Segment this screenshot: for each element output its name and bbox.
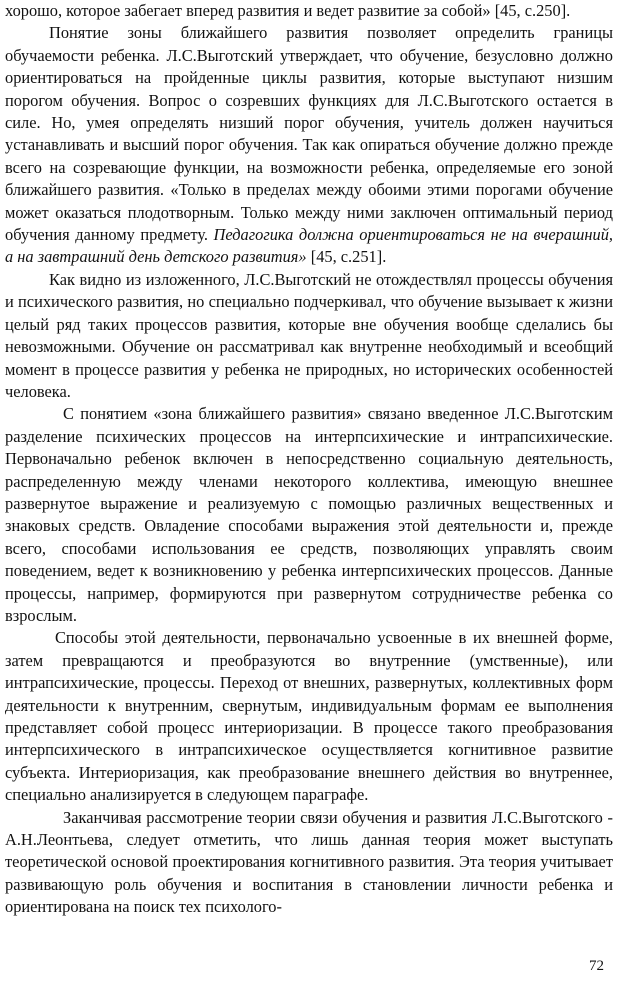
body-text <box>5 0 613 919</box>
paragraph-2-italic-quote: Педагогика должна ориентироваться не на вчерашний, а на завтрашний день детского развития» <box>5 225 613 267</box>
paragraph-5: Способы этой деятельности, первоначально усвоенные в их внешней форме, затем превращаются и преобразуются во внутренние (умственные), или интрапсихические, процессы. Переход от внешних, развернутых, коллективных форм деятельности к внутренним, свернутым, индивидуальным формам ее выполнения представляет собой процесс интериоризации. В процессе такого преобразования интерпсихического в интрапсихическое осуществляется когнитивное развитие субъекта. Интериоризация, как преобразование внешнего действия во внутреннее, специально анализируется в следующем параграфе. <box>5 628 613 805</box>
page-number: 72 <box>589 958 604 974</box>
paragraph-6: Заканчивая рассмотрение теории связи обучения и развития Л.С.Выготского - А.Н.Леонтьева, следует отметить, что лишь данная теория может выступать теоретической основой проектирования когнитивного развития. Эта теория учитывает развивающую роль обучения и воспитания в становлении личности ребенка и ориентирована на поиск тех психолого- <box>5 807 613 917</box>
paragraph-1: хорошо, которое забегает вперед развития и ведет развитие за собой» [45, с.250]. <box>5 1 571 20</box>
paragraph-2 <box>5 22 613 268</box>
paragraph-3: Как видно из изложенного, Л.С.Выготский не отождествлял процессы обучения и психического развития, но специально подчеркивал, что обучение вызывает к жизни целый ряд таких процессов развития, которые вне обучения вообще сделались бы невозможными. Обучение он рассматривал как внутренне необходимый и всеобщий момент в процессе развития у ребенка не природных, но исторических особенностей человека. <box>5 269 613 401</box>
paragraph-4: С понятием «зона ближайшего развития» связано введенное Л.С.Выготским разделение психических процессов на интерпсихические и интрапсихические. Первоначально ребенок включен в непосредственно социальную деятельность, распределенную между членами некоторого коллектива, имеющую внешнее развернутое выражение и реализуемую с помощью различных вещественных и знаковых средств. Овладение способами выражения этой деятельности и, прежде всего, способами использования ее средств, позволяющих управлять своим поведением, ведет к возникновению у ребенка интерпсихических процессов. Данные процессы, например, формируются при развернутом сотрудничестве ребенка со взрослым. <box>5 404 613 625</box>
paragraph-2-text: Понятие зоны ближайшего развития позволяет определить границы обучаемости ребенка. Л.С.Выготский утверждает, что обучение, безусловно должно ориентироваться на пройденные циклы развития, которые выступают низшим порогом обучения. Вопрос о созревших функциях для Л.С.Выготского остается в силе. Но, умея определять низший порог обучения, учитель должен научиться устанавливать и высший порог обучения. Так как опираться обучение должно прежде всего на созревающие функции, на возможности ребенка, определяемые его зоной ближайшего развития. «Только в пределах между обоими этими порогами обучение может оказаться плодотворным. Только между ними заключен оптимальный период обучения данному предмету. <box>5 23 613 245</box>
paragraph-2-citation: [45, с.251]. <box>306 247 387 267</box>
